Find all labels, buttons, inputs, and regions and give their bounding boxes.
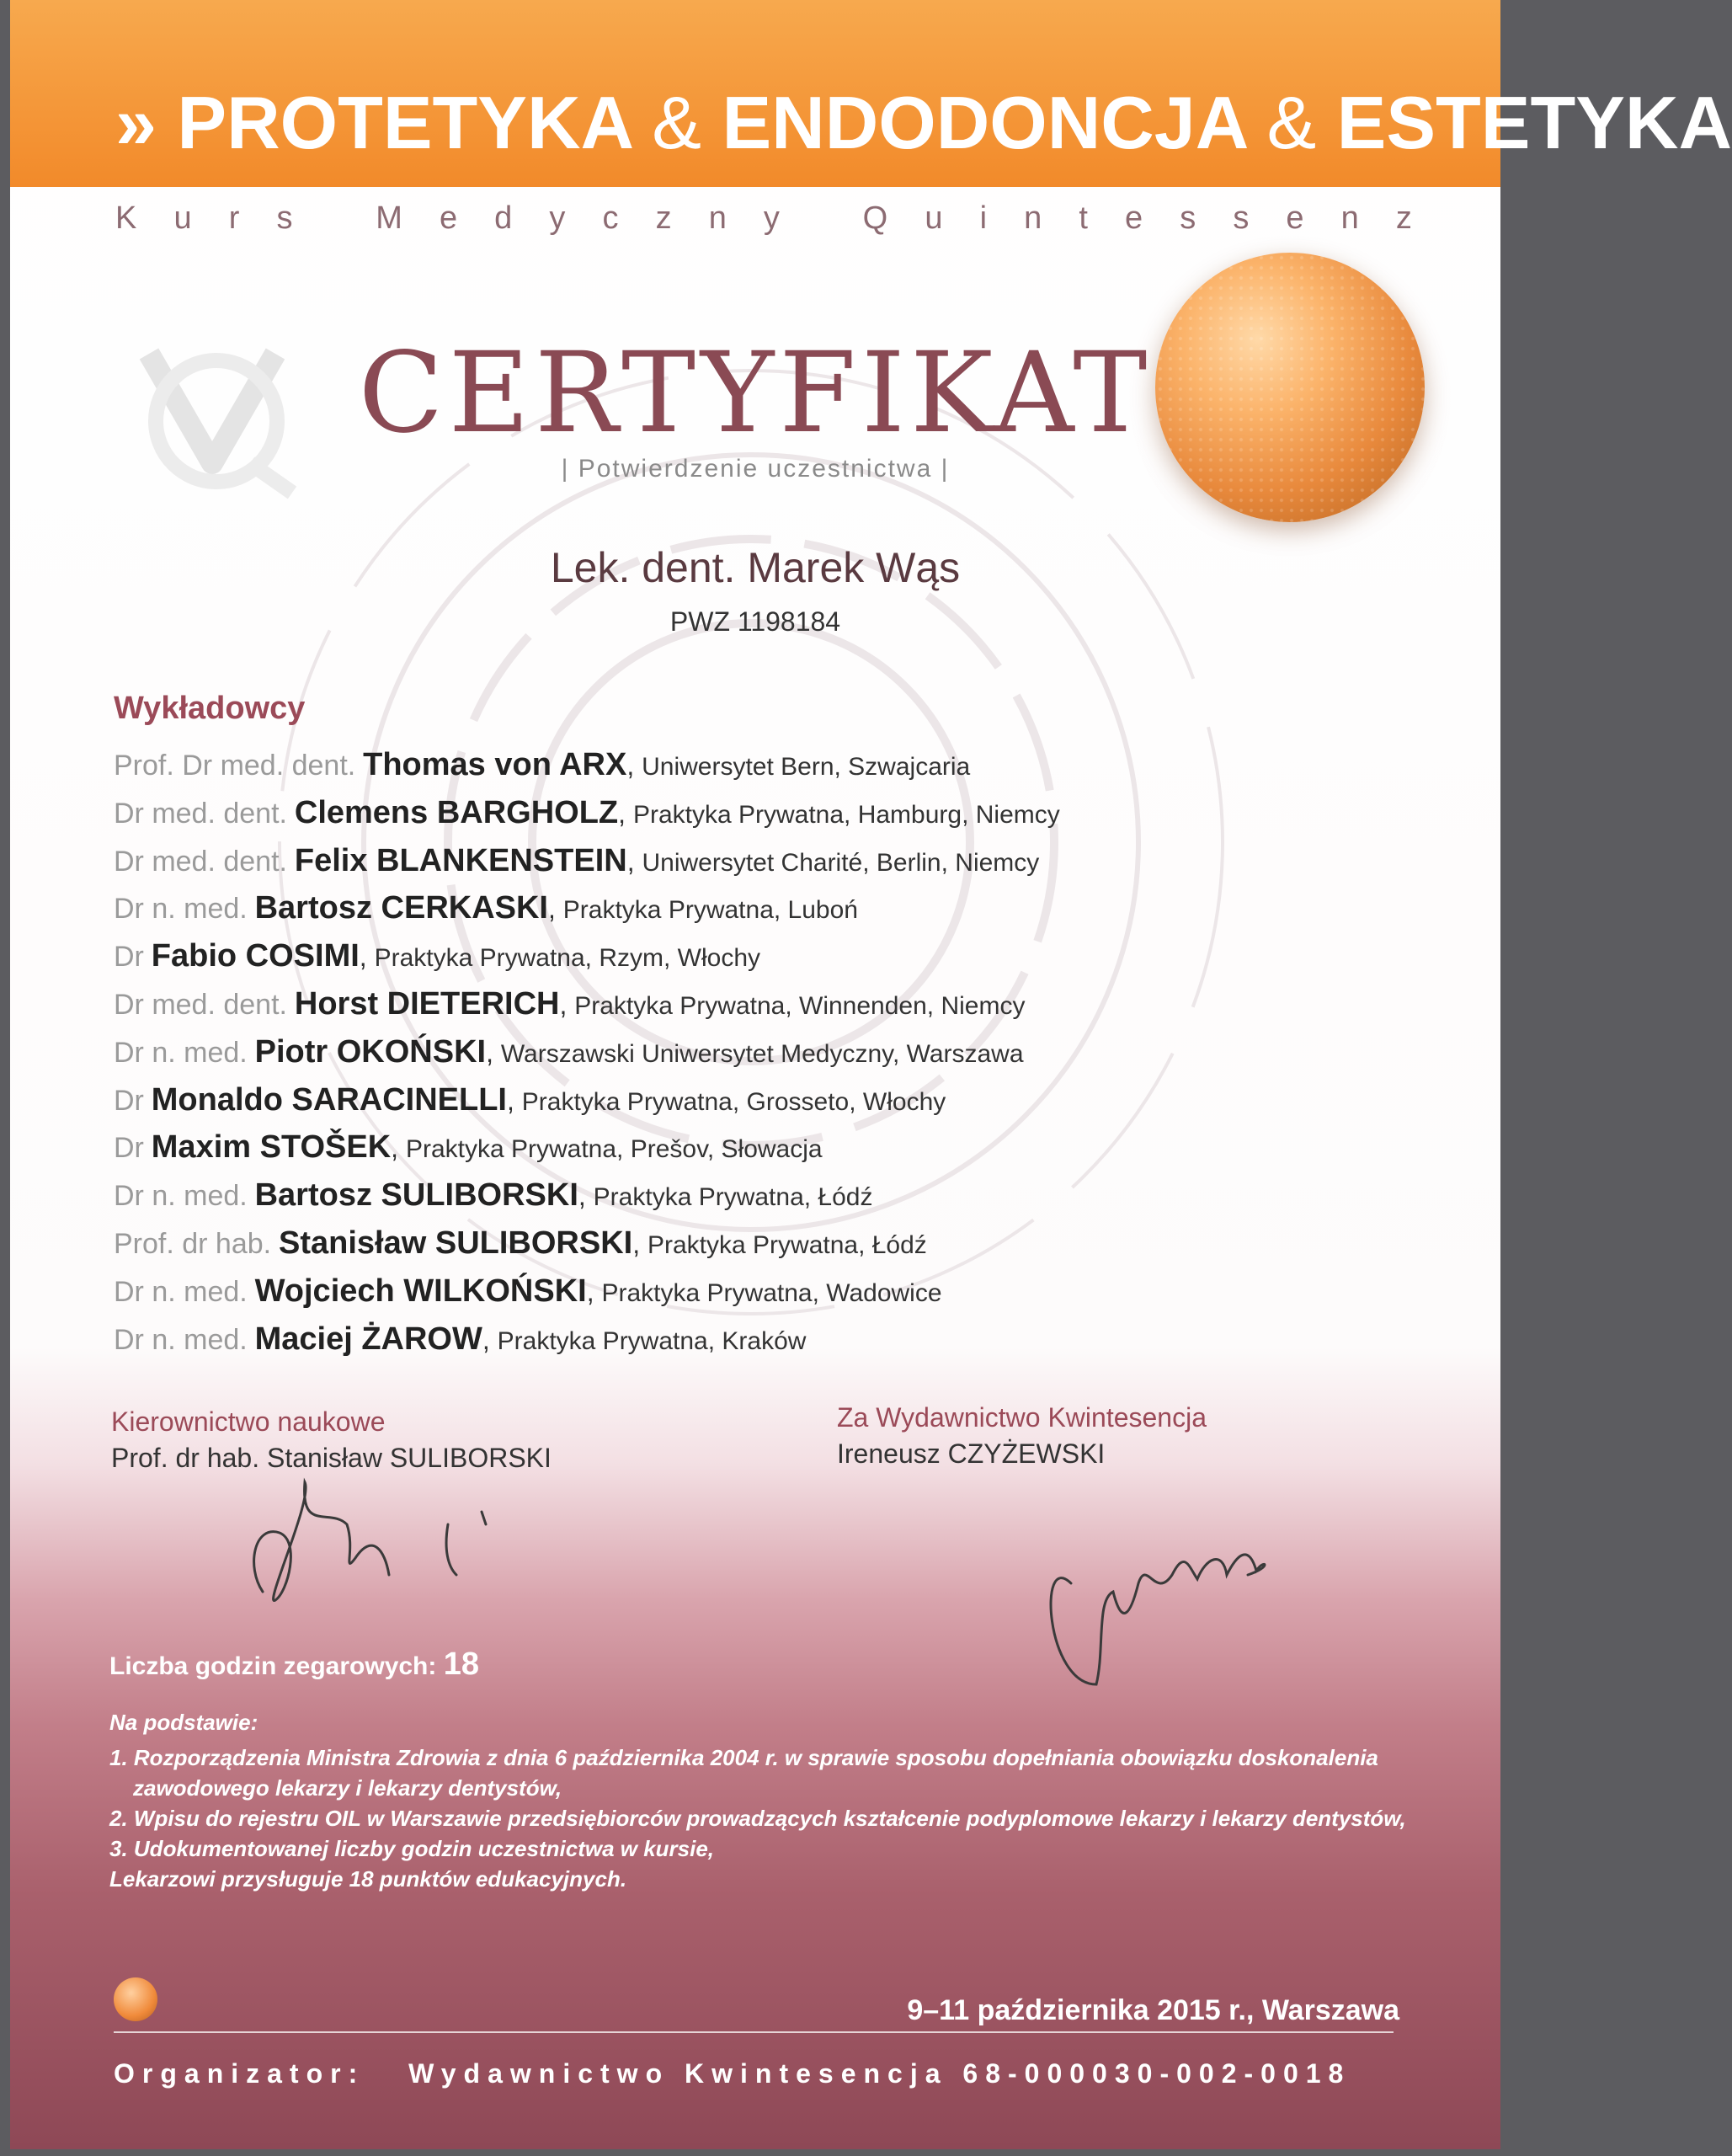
lecturer-affiliation: Warszawski Uniwersytet Medyczny, Warszawa [500, 1039, 1024, 1068]
lecturer-title: Dr n. med. [114, 893, 248, 926]
signature-role: Kierownictwo naukowe [111, 1406, 386, 1437]
lecturer-affiliation: Praktyka Prywatna, Rzym, Włochy [374, 944, 760, 973]
orange-dot-icon [114, 1977, 157, 2021]
lecturer-title: Dr med. dent. [114, 845, 287, 878]
basis-conclusion: Lekarzowi przysługuje 18 punktów edukacyjnych. [109, 1866, 627, 1892]
lecturer-affiliation: Praktyka Prywatna, Hamburg, Niemcy [632, 800, 1060, 829]
lecturer-affiliation: Praktyka Prywatna, Łódź [647, 1230, 927, 1259]
lecturer-title: Dr n. med. [114, 1036, 248, 1069]
lecturer-affiliation: Praktyka Prywatna, Grosseto, Włochy [521, 1087, 946, 1116]
header-amp-1: & [652, 81, 701, 164]
lecturer-title: Dr [114, 1132, 144, 1165]
course-subtitle: K u r s M e d y c z n y Q u i n t e s s e n z [115, 200, 1412, 236]
signature-left-scribble [254, 1482, 486, 1601]
header-amp-2: & [1266, 81, 1317, 164]
lecturer-name: Horst DIETERICH [294, 985, 560, 1022]
lecturer-affiliation: Praktyka Prywatna, Luboń [562, 896, 858, 925]
organizer-line [114, 2058, 1351, 2089]
header-part-1: PROTETYKA [177, 81, 632, 164]
lecturers-list [114, 741, 1427, 1363]
lecturer-name: Bartosz CERKASKI [254, 890, 548, 926]
lecturer-row: Dr Maxim STOŠEK, Praktyka Prywatna, Prešov, Słowacja [114, 1129, 823, 1166]
lecturer-affiliation: Uniwersytet Charité, Berlin, Niemcy [642, 848, 1040, 877]
recipient-pwz: PWZ 1198184 [669, 606, 841, 637]
signature-role: Za Wydawnictwo Kwintesencja [837, 1402, 1207, 1433]
recipient-name: Lek. dent. Marek Wąs [550, 544, 961, 591]
lecturer-row: Dr med. dent. Horst DIETERICH, Praktyka Prywatna, Winnenden, Niemcy [114, 985, 1026, 1022]
organizer-label: Organizator: [114, 2058, 365, 2089]
basis-heading: Na podstawie: [109, 1710, 258, 1735]
lecturer-affiliation: Praktyka Prywatna, Wadowice [601, 1278, 942, 1307]
header-arrows: » [115, 81, 157, 164]
lecturer-row: Dr n. med. Wojciech WILKOŃSKI, Praktyka Prywatna, Wadowice [114, 1273, 942, 1309]
lecturer-title: Dr [114, 1084, 144, 1117]
lecturer-row: Prof. dr hab. Stanisław SULIBORSKI, Praktyka Prywatna, Łódź [114, 1225, 927, 1261]
lecturer-affiliation: Praktyka Prywatna, Winnenden, Niemcy [574, 991, 1026, 1020]
lecturer-row: Dr med. dent. Felix BLANKENSTEIN, Uniwersytet Charité, Berlin, Niemcy [114, 842, 1040, 878]
header-part-2: ENDODONCJA [722, 81, 1247, 164]
lecturer-title: Dr med. dent. [114, 797, 287, 830]
lecturer-name: Monaldo SARACINELLI [151, 1081, 507, 1118]
basis-item: 1. Rozporządzenia Ministra Zdrowia z dnia 6 października 2004 r. w sprawie sposobu dopełniania obowiązku doskonalenia zawodowego lekarzy i lekarzy dentystów, [109, 1745, 1378, 1801]
lecturer-title: Dr n. med. [114, 1323, 248, 1356]
lecturer-row: Prof. Dr med. dent. Thomas von ARX, Uniwersytet Bern, Szwajcaria [114, 747, 971, 782]
lecturer-name: Piotr OKOŃSKI [254, 1033, 487, 1070]
signature-right-scribble [1051, 1555, 1265, 1684]
lecturer-affiliation: Praktyka Prywatna, Łódź [593, 1183, 873, 1212]
lecturer-row: Dr Monaldo SARACINELLI, Praktyka Prywatna, Grosseto, Włochy [114, 1081, 946, 1118]
certificate-subtitle: | Potwierdzenie uczestnictwa | [561, 455, 950, 483]
lecturer-name: Maciej ŻAROW [254, 1321, 482, 1357]
lecturer-row: Dr Fabio COSIMI, Praktyka Prywatna, Rzym, Włochy [114, 938, 760, 974]
lecturer-title: Dr n. med. [114, 1180, 248, 1213]
certificate-sheet [10, 0, 1732, 2149]
lecturer-row: Dr n. med. Maciej ŻAROW, Praktyka Prywatna, Kraków [114, 1321, 807, 1357]
lecturer-name: Stanisław SULIBORSKI [279, 1225, 633, 1261]
certificate-title: CERTYFIKAT [358, 328, 1153, 458]
lecturers-heading: Wykładowcy [114, 691, 306, 726]
lecturer-name: Bartosz SULIBORSKI [254, 1177, 578, 1214]
lecturer-name: Maxim STOŠEK [151, 1129, 392, 1166]
lecturer-row: Dr med. dent. Clemens BARGHOLZ, Praktyka Prywatna, Hamburg, Niemcy [114, 794, 1060, 830]
lecturer-name: Felix BLANKENSTEIN [294, 842, 627, 878]
lecturer-row: Dr n. med. Bartosz SULIBORSKI, Praktyka Prywatna, Łódź [114, 1177, 873, 1214]
signature-name: Ireneusz CZYŻEWSKI [837, 1438, 1106, 1469]
course-date-location: 9–11 października 2015 r., Warszawa [907, 1994, 1399, 2026]
signature-name: Prof. dr hab. Stanisław SULIBORSKI [111, 1443, 552, 1473]
lecturer-title: Dr [114, 941, 144, 974]
lecturer-row: Dr n. med. Piotr OKOŃSKI, Warszawski Uniwersytet Medyczny, Warszawa [114, 1033, 1024, 1070]
hours-label: Liczba godzin zegarowych: [109, 1652, 437, 1680]
lecturer-row: Dr n. med. Bartosz CERKASKI, Praktyka Prywatna, Luboń [114, 890, 858, 926]
lecturer-title: Prof. Dr med. dent. [114, 750, 356, 782]
hours-value: 18 [443, 1646, 479, 1682]
header-title [115, 80, 1732, 166]
lecturer-name: Thomas von ARX [363, 747, 627, 782]
basis-item: 2. Wpisu do rejestru OIL w Warszawie przedsiębiorców prowadzących kształcenie podyplomowe lekarzy i lekarzy dentystów, [109, 1806, 1406, 1831]
lecturer-title: Dr n. med. [114, 1275, 248, 1308]
hours-line [109, 1646, 479, 1683]
lecturer-affiliation: Praktyka Prywatna, Prešov, Słowacja [405, 1135, 823, 1164]
organizer-value: Wydawnictwo Kwintesencja 68-000030-002-0018 [408, 2058, 1351, 2089]
lecturer-title: Dr med. dent. [114, 988, 287, 1021]
lecturer-title: Prof. dr hab. [114, 1227, 272, 1260]
lecturer-affiliation: Praktyka Prywatna, Kraków [497, 1326, 807, 1355]
legal-basis [109, 1710, 1423, 1894]
lecturer-name: Wojciech WILKOŃSKI [254, 1273, 587, 1309]
lecturer-name: Fabio COSIMI [151, 938, 360, 974]
basis-item: 3. Udokumentowanej liczby godzin uczestnictwa w kursie, [109, 1836, 715, 1861]
lecturer-name: Clemens BARGHOLZ [294, 794, 619, 830]
footer-divider [114, 2031, 1394, 2033]
header-part-3: ESTETYKA [1336, 81, 1732, 164]
lecturer-affiliation: Uniwersytet Bern, Szwajcaria [642, 753, 971, 781]
